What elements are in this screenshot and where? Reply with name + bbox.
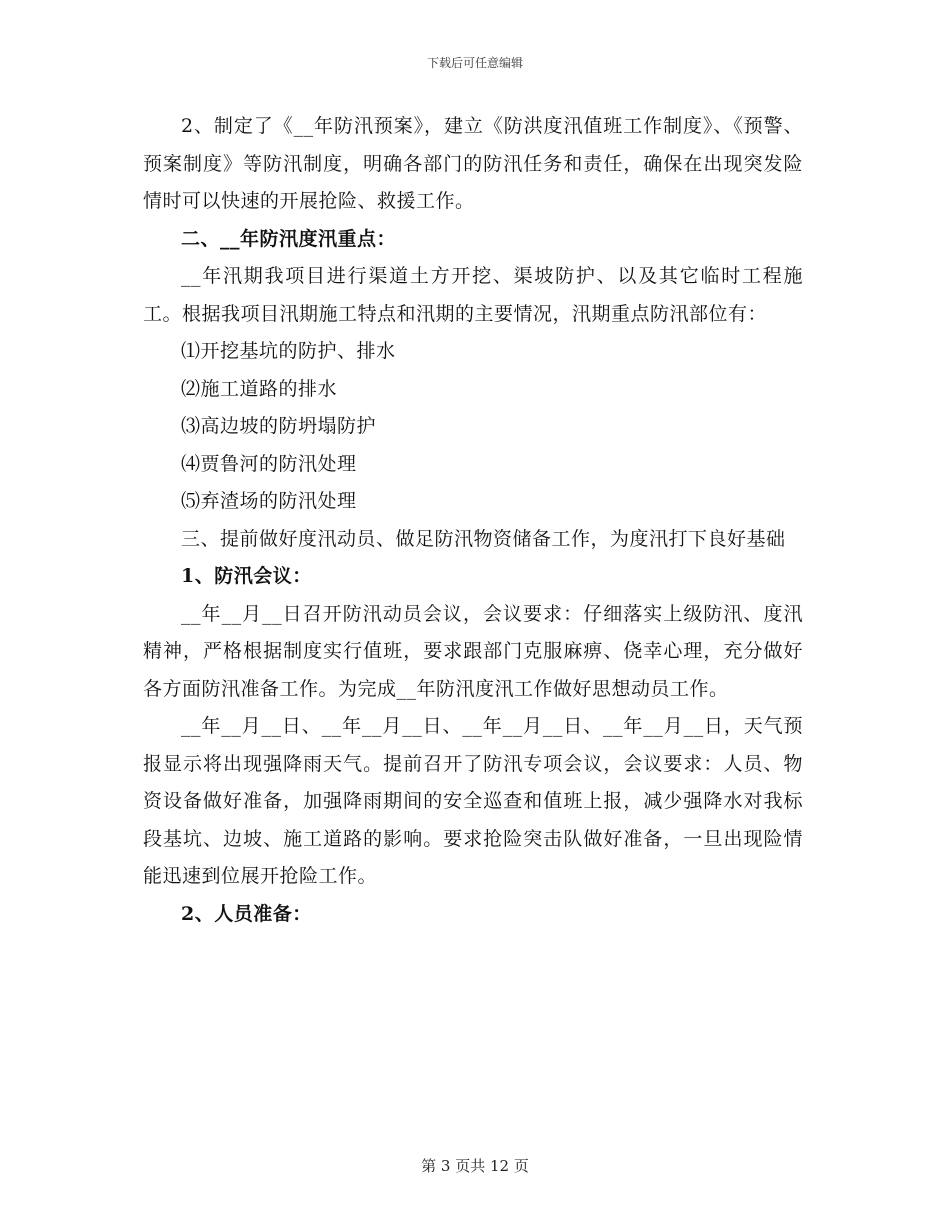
list-item-2: ⑵施工道路的排水 [181, 377, 338, 400]
list-item-5: ⑸弃渣场的防汛处理 [181, 490, 357, 512]
section-heading-2: 二、__年防汛度汛重点： [181, 227, 397, 250]
list-item-4: ⑷贾鲁河的防汛处理 [181, 452, 357, 475]
list-item-1: ⑴开挖基坑的防护、排水 [181, 340, 396, 362]
list-item-3: ⑶高边坡的防坍塌防护 [181, 415, 377, 437]
paragraph-1: 2、制定了《__年防汛预案》，建立《防洪度汛值班工作制度》、《预警、预案制度》等防汛制度，明确各部门的防汛任务和责任，确保在出现突发险情时可以快速的开展抢险、救援工作。 [143, 115, 803, 212]
paragraph-flood-season: __年汛期我项目进行渠道土方开挖、渠坡防护、以及其它临时工程施工。根据我项目汛期施工特点和汛期的主要情况，汛期重点防汛部位有： [143, 265, 803, 325]
paragraph-meeting-2: __年__月__日、__年__月__日、__年__月__日、__年__月__日，天气预报显示将出现强降雨天气。提前召开了防汛专项会议，会议要求：人员、物资设备做好准备，加强降雨期间的安全巡查和值班上报，减少强降水对我标段基坑、边坡、施工道路的影响。要求抢险突击队做好准备，一旦出现险情能迅速到位展开抢险工作。 [143, 715, 803, 887]
document-body [143, 108, 803, 933]
subheading-meeting: 1、防汛会议： [181, 565, 312, 587]
paragraph-meeting-1: __年__月__日召开防汛动员会议，会议要求：仔细落实上级防汛、度汛精神，严格根据制度实行值班，要求跟部门克服麻痹、侥幸心理，充分做好各方面防汛准备工作。为完成__年防汛度汛工作做好思想动员工作。 [143, 602, 803, 700]
page-header: 下载后可任意编辑 [426, 56, 523, 70]
section-heading-3: 三、提前做好度汛动员、做足防汛物资储备工作，为度汛打下良好基础 [181, 527, 786, 550]
subheading-personnel: 2、人员准备： [181, 902, 312, 925]
page-footer: 第 3 页共 12 页 [421, 1157, 529, 1175]
